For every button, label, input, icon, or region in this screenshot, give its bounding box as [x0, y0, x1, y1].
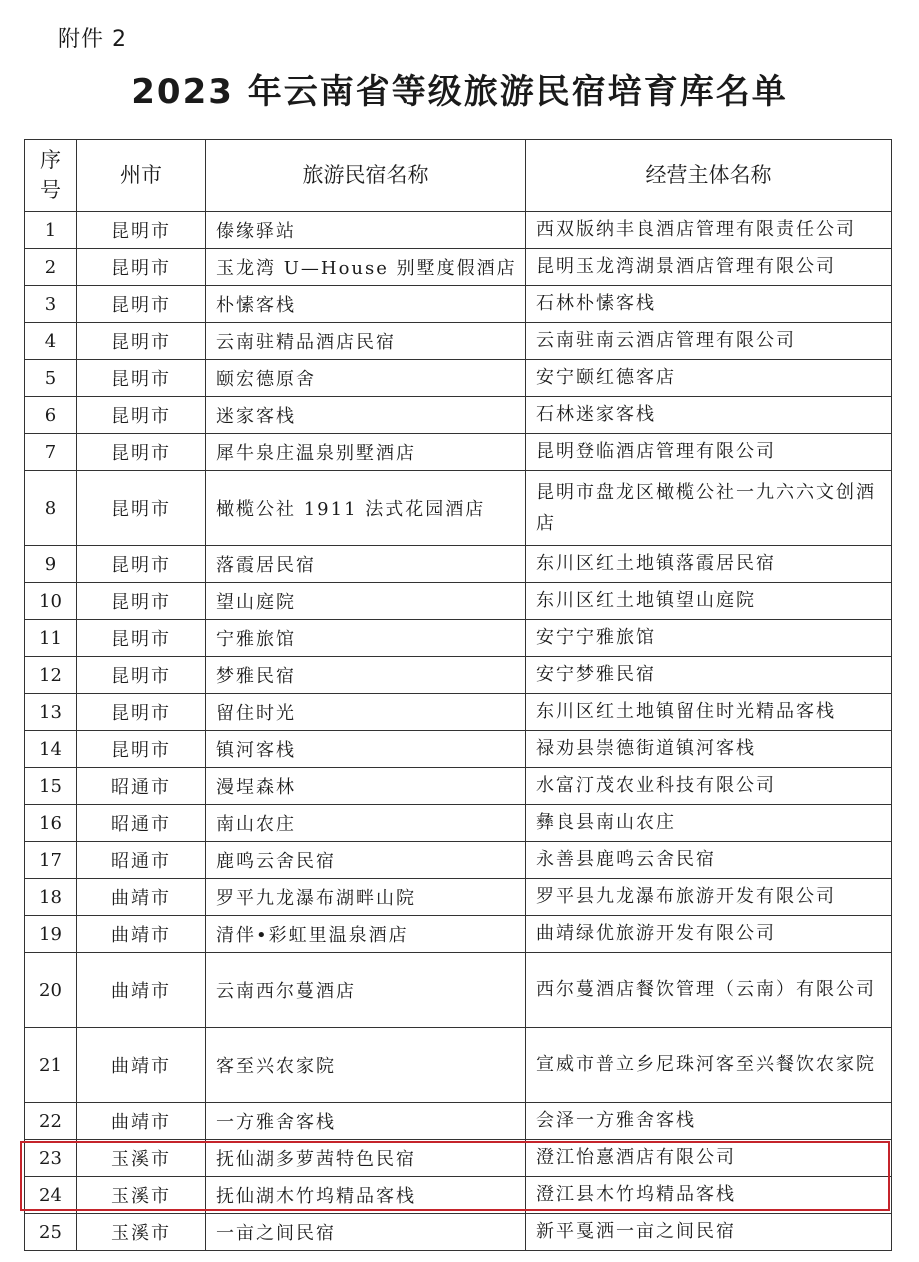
cell-no: 14 — [25, 731, 77, 768]
table-row — [25, 1103, 892, 1140]
cell-no: 22 — [25, 1103, 77, 1140]
cell-city: 昆明市 — [77, 434, 206, 471]
table-row — [25, 583, 892, 620]
cell-city: 昆明市 — [77, 620, 206, 657]
header-city: 州市 — [77, 140, 206, 212]
header-no-label: 序号 — [40, 148, 61, 202]
table-row — [25, 953, 892, 1028]
cell-name: 南山农庄 — [206, 805, 526, 842]
cell-operator: 澄江县木竹坞精品客栈 — [526, 1177, 892, 1214]
cell-operator: 水富汀茂农业科技有限公司 — [526, 768, 892, 805]
cell-city: 昆明市 — [77, 583, 206, 620]
table-row — [25, 879, 892, 916]
table-row — [25, 546, 892, 583]
cell-name: 犀牛泉庄温泉别墅酒店 — [206, 434, 526, 471]
cell-name: 鹿鸣云舍民宿 — [206, 842, 526, 879]
cell-operator: 澄江怡憙酒店有限公司 — [526, 1140, 892, 1177]
cell-operator: 安宁梦雅民宿 — [526, 657, 892, 694]
cell-no: 15 — [25, 768, 77, 805]
cell-name: 抚仙湖多萝茜特色民宿 — [206, 1140, 526, 1177]
roster-table — [24, 139, 892, 1251]
cell-city: 曲靖市 — [77, 1028, 206, 1103]
table-row — [25, 397, 892, 434]
cell-operator: 昆明市盘龙区橄榄公社一九六六文创酒店 — [526, 471, 892, 546]
cell-no: 13 — [25, 694, 77, 731]
cell-city: 昆明市 — [77, 731, 206, 768]
cell-city: 昆明市 — [77, 471, 206, 546]
attachment-label: 附件 2 — [58, 27, 127, 52]
cell-name: 朴愫客栈 — [206, 286, 526, 323]
cell-operator: 石林朴愫客栈 — [526, 286, 892, 323]
table-row — [25, 249, 892, 286]
cell-operator: 东川区红土地镇望山庭院 — [526, 583, 892, 620]
cell-no: 5 — [25, 360, 77, 397]
cell-city: 玉溪市 — [77, 1140, 206, 1177]
cell-city: 昆明市 — [77, 397, 206, 434]
cell-operator: 罗平县九龙瀑布旅游开发有限公司 — [526, 879, 892, 916]
cell-no: 1 — [25, 212, 77, 249]
table-row — [25, 434, 892, 471]
cell-city: 曲靖市 — [77, 879, 206, 916]
table-row — [25, 657, 892, 694]
cell-city: 玉溪市 — [77, 1214, 206, 1251]
cell-name: 客至兴农家院 — [206, 1028, 526, 1103]
cell-city: 昆明市 — [77, 212, 206, 249]
cell-no: 23 — [25, 1140, 77, 1177]
table-row — [25, 1214, 892, 1251]
cell-name: 颐宏德原舍 — [206, 360, 526, 397]
table-body — [25, 212, 892, 1251]
table-row — [25, 731, 892, 768]
cell-no: 4 — [25, 323, 77, 360]
cell-operator: 东川区红土地镇留住时光精品客栈 — [526, 694, 892, 731]
cell-name: 云南驻精品酒店民宿 — [206, 323, 526, 360]
table-row — [25, 768, 892, 805]
cell-operator: 安宁颐红德客店 — [526, 360, 892, 397]
cell-operator: 昆明玉龙湾湖景酒店管理有限公司 — [526, 249, 892, 286]
cell-city: 曲靖市 — [77, 916, 206, 953]
cell-name: 一亩之间民宿 — [206, 1214, 526, 1251]
cell-city: 昆明市 — [77, 360, 206, 397]
cell-name: 留住时光 — [206, 694, 526, 731]
cell-name: 罗平九龙瀑布湖畔山院 — [206, 879, 526, 916]
table-row — [25, 1028, 892, 1103]
cell-operator: 新平戛洒一亩之间民宿 — [526, 1214, 892, 1251]
cell-operator: 安宁宁雅旅馆 — [526, 620, 892, 657]
cell-city: 昆明市 — [77, 249, 206, 286]
cell-no: 24 — [25, 1177, 77, 1214]
cell-no: 11 — [25, 620, 77, 657]
table-row — [25, 286, 892, 323]
cell-no: 19 — [25, 916, 77, 953]
cell-operator: 彝良县南山农庄 — [526, 805, 892, 842]
table-row — [25, 842, 892, 879]
table-header-row — [25, 140, 892, 212]
cell-no: 7 — [25, 434, 77, 471]
cell-operator: 西双版纳丰良酒店管理有限责任公司 — [526, 212, 892, 249]
cell-city: 曲靖市 — [77, 1103, 206, 1140]
table-row — [25, 916, 892, 953]
cell-name: 梦雅民宿 — [206, 657, 526, 694]
cell-operator: 永善县鹿鸣云舍民宿 — [526, 842, 892, 879]
table-row — [25, 694, 892, 731]
cell-operator: 曲靖绿优旅游开发有限公司 — [526, 916, 892, 953]
table-row-highlighted — [25, 1177, 892, 1214]
cell-name: 一方雅舍客栈 — [206, 1103, 526, 1140]
cell-no: 10 — [25, 583, 77, 620]
cell-no: 6 — [25, 397, 77, 434]
cell-city: 昭通市 — [77, 768, 206, 805]
cell-city: 曲靖市 — [77, 953, 206, 1028]
cell-operator: 昆明登临酒店管理有限公司 — [526, 434, 892, 471]
cell-operator: 禄劝县崇德街道镇河客栈 — [526, 731, 892, 768]
cell-operator: 宣威市普立乡尼珠河客至兴餐饮农家院 — [526, 1028, 892, 1103]
table-row — [25, 360, 892, 397]
cell-no: 12 — [25, 657, 77, 694]
cell-city: 昭通市 — [77, 842, 206, 879]
cell-name: 云南西尔蔓酒店 — [206, 953, 526, 1028]
cell-operator: 西尔蔓酒店餐饮管理（云南）有限公司 — [526, 953, 892, 1028]
table-row-highlighted — [25, 1140, 892, 1177]
cell-no: 18 — [25, 879, 77, 916]
cell-city: 昆明市 — [77, 694, 206, 731]
cell-name: 迷家客栈 — [206, 397, 526, 434]
cell-operator: 云南驻南云酒店管理有限公司 — [526, 323, 892, 360]
header-operator: 经营主体名称 — [526, 140, 892, 212]
cell-city: 玉溪市 — [77, 1177, 206, 1214]
cell-city: 昆明市 — [77, 286, 206, 323]
cell-name: 落霞居民宿 — [206, 546, 526, 583]
header-no — [25, 140, 77, 212]
cell-name: 漫埕森林 — [206, 768, 526, 805]
cell-operator: 会泽一方雅舍客栈 — [526, 1103, 892, 1140]
cell-city: 昆明市 — [77, 546, 206, 583]
cell-no: 20 — [25, 953, 77, 1028]
table-row — [25, 323, 892, 360]
cell-name: 橄榄公社 1911 法式花园酒店 — [206, 471, 526, 546]
table-row — [25, 471, 892, 546]
header-name: 旅游民宿名称 — [206, 140, 526, 212]
table-row — [25, 212, 892, 249]
cell-name: 宁雅旅馆 — [206, 620, 526, 657]
cell-no: 9 — [25, 546, 77, 583]
cell-no: 3 — [25, 286, 77, 323]
cell-city: 昭通市 — [77, 805, 206, 842]
cell-no: 8 — [25, 471, 77, 546]
cell-name: 清伴•彩虹里温泉酒店 — [206, 916, 526, 953]
cell-no: 25 — [25, 1214, 77, 1251]
cell-operator: 石林迷家客栈 — [526, 397, 892, 434]
cell-name: 镇河客栈 — [206, 731, 526, 768]
cell-name: 望山庭院 — [206, 583, 526, 620]
table-row — [25, 620, 892, 657]
cell-name: 玉龙湾 U—House 别墅度假酒店 — [206, 249, 526, 286]
cell-city: 昆明市 — [77, 323, 206, 360]
cell-no: 17 — [25, 842, 77, 879]
cell-name: 傣缘驿站 — [206, 212, 526, 249]
cell-name: 抚仙湖木竹坞精品客栈 — [206, 1177, 526, 1214]
cell-no: 16 — [25, 805, 77, 842]
table-row — [25, 805, 892, 842]
page-title: 2023 年云南省等级旅游民宿培育库名单 — [131, 72, 788, 112]
cell-no: 2 — [25, 249, 77, 286]
cell-no: 21 — [25, 1028, 77, 1103]
cell-city: 昆明市 — [77, 657, 206, 694]
cell-operator: 东川区红土地镇落霞居民宿 — [526, 546, 892, 583]
